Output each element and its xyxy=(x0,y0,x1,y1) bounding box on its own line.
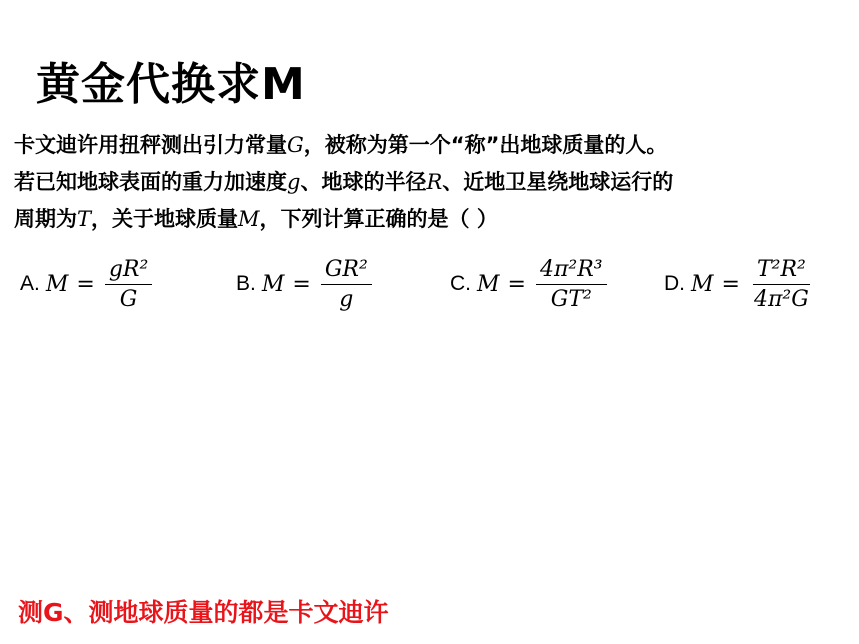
numerator: GR² xyxy=(321,257,372,285)
problem-text-segment: ，被称为第一个“称”出地球质量的人。 xyxy=(303,133,668,157)
problem-line-2 xyxy=(14,164,854,201)
option-label: A. xyxy=(20,272,40,295)
problem-text-segment: 周期为 xyxy=(14,207,77,231)
equals-sign: = xyxy=(721,271,740,297)
variable-G: G xyxy=(287,133,304,157)
option-label: D. xyxy=(664,272,685,295)
equals-sign: = xyxy=(76,271,95,297)
option-formula xyxy=(691,257,813,312)
footer-note: 测G、测地球质量的都是卡文迪许 xyxy=(18,598,389,627)
formula-lhs: M xyxy=(691,271,714,297)
option-c[interactable] xyxy=(450,252,607,316)
denominator: GT² xyxy=(550,286,592,312)
problem-text-segment: 卡文迪许用扭秤测出引力常量 xyxy=(14,133,287,157)
option-label: B. xyxy=(236,272,256,295)
problem-text xyxy=(14,127,854,238)
problem-text-segment: 若已知地球表面的重力加速度 xyxy=(14,170,287,194)
numerator: T²R² xyxy=(753,257,810,285)
problem-text-segment: 、地球的半径 xyxy=(300,170,427,194)
answer-options xyxy=(20,252,850,322)
problem-line-1 xyxy=(14,127,854,164)
variable-T: T xyxy=(77,207,92,231)
equals-sign: = xyxy=(507,271,526,297)
formula-lhs: M xyxy=(261,271,285,297)
option-d[interactable] xyxy=(664,252,813,316)
denominator: 4π²G xyxy=(753,286,809,312)
variable-g: g xyxy=(287,170,301,194)
formula-lhs: M xyxy=(477,271,500,297)
slide-title: 黄金代换求M xyxy=(36,59,306,110)
variable-M: M xyxy=(238,207,260,231)
option-b[interactable] xyxy=(236,252,372,316)
denominator: g xyxy=(339,286,354,312)
formula-lhs: M xyxy=(45,271,69,297)
denominator: G xyxy=(119,286,138,312)
variable-R: R xyxy=(426,170,443,194)
option-label: C. xyxy=(450,272,471,295)
option-formula xyxy=(46,257,152,312)
fraction xyxy=(750,257,813,312)
problem-text-segment: 、近地卫星绕地球运行的 xyxy=(442,170,674,194)
numerator: gR² xyxy=(105,257,152,285)
problem-text-segment: ，下列计算正确的是（ ） xyxy=(259,207,498,231)
option-formula xyxy=(477,257,607,312)
option-formula xyxy=(262,257,372,312)
equals-sign: = xyxy=(292,271,311,297)
fraction xyxy=(105,257,152,312)
fraction xyxy=(321,257,372,312)
problem-line-3 xyxy=(14,201,854,238)
option-a[interactable] xyxy=(20,252,152,316)
numerator: 4π²R³ xyxy=(536,257,607,285)
problem-text-segment: ，关于地球质量 xyxy=(91,207,239,231)
fraction xyxy=(536,257,607,312)
